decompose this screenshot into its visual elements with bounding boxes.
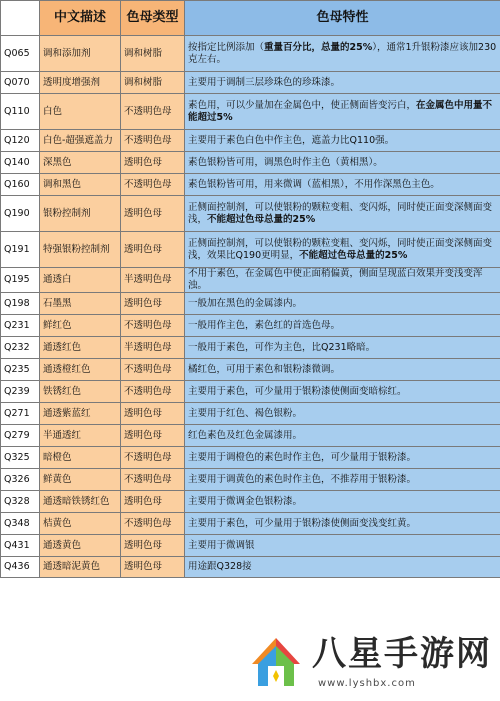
table-row <box>1 72 500 94</box>
cell-toner-properties <box>185 447 500 469</box>
table-row <box>1 196 500 232</box>
cell-chinese-name: 通透暗铁锈红色 <box>40 491 121 513</box>
cell-chinese-name: 桔黄色 <box>40 513 121 535</box>
cell-chinese-name: 半通透红 <box>40 425 121 447</box>
table-row <box>1 403 500 425</box>
property-text: 素色银粉皆可用，用来微调（蓝相黑），不用作深黑色主色。 <box>188 178 440 190</box>
cell-toner-properties <box>185 425 500 447</box>
cell-code: Q235 <box>1 359 40 381</box>
cell-chinese-name: 铁锈红色 <box>40 381 121 403</box>
cell-code: Q198 <box>1 293 40 315</box>
cell-toner-properties <box>185 94 500 130</box>
cell-toner-properties <box>185 130 500 152</box>
watermark-house-logo-icon <box>248 634 304 690</box>
cell-code: Q436 <box>1 557 40 578</box>
table-row <box>1 425 500 447</box>
property-text: 正侧面控制剂，可以使银粉的颗粒变粗、变闪烁，同时使正面变深侧面变浅，效果比Q190更明显， <box>188 237 493 261</box>
property-text: 不用于素色，在金属色中使正面稍偏黄，侧面呈现蓝白效果并变浅变浑浊。 <box>188 268 483 291</box>
cell-toner-type: 调和树脂 <box>121 36 185 72</box>
cell-chinese-name: 深黑色 <box>40 152 121 174</box>
property-text: 主要用于微调银 <box>188 539 255 551</box>
property-text: 主要用于调制三层珍珠色的珍珠漆。 <box>188 76 341 88</box>
cell-chinese-name: 暗橙色 <box>40 447 121 469</box>
cell-toner-properties <box>185 337 500 359</box>
cell-code: Q065 <box>1 36 40 72</box>
table-row <box>1 232 500 268</box>
cell-chinese-name: 通透黄色 <box>40 535 121 557</box>
table-row <box>1 557 500 578</box>
cell-toner-properties <box>185 513 500 535</box>
table-row <box>1 513 500 535</box>
table-row <box>1 152 500 174</box>
cell-toner-type: 透明色母 <box>121 232 185 268</box>
cell-chinese-name: 鲜黄色 <box>40 469 121 491</box>
cell-toner-properties <box>185 268 500 293</box>
table-row <box>1 130 500 152</box>
cell-chinese-name: 鲜红色 <box>40 315 121 337</box>
table-row <box>1 469 500 491</box>
cell-toner-type: 不透明色母 <box>121 469 185 491</box>
cell-toner-type: 透明色母 <box>121 557 185 578</box>
property-text: 一般加在黑色的金属漆内。 <box>188 297 303 309</box>
cell-toner-type: 不透明色母 <box>121 513 185 535</box>
cell-chinese-name: 透明度增强剂 <box>40 72 121 94</box>
cell-toner-type: 不透明色母 <box>121 381 185 403</box>
site-watermark <box>238 626 500 701</box>
cell-toner-properties <box>185 535 500 557</box>
cell-toner-type: 不透明色母 <box>121 130 185 152</box>
watermark-title: 八星手游网 <box>312 634 492 674</box>
cell-toner-type: 透明色母 <box>121 293 185 315</box>
cell-chinese-name: 调和添加剂 <box>40 36 121 72</box>
cell-toner-type: 透明色母 <box>121 535 185 557</box>
cell-toner-type: 透明色母 <box>121 403 185 425</box>
cell-code: Q191 <box>1 232 40 268</box>
property-text-bold: 在金属色中用量不能超过5% <box>188 99 493 123</box>
table-row <box>1 293 500 315</box>
cell-chinese-name: 通透橙红色 <box>40 359 121 381</box>
property-text: 按指定比例添加（ <box>188 41 265 53</box>
cell-toner-type: 不透明色母 <box>121 359 185 381</box>
table-row <box>1 447 500 469</box>
header-code <box>1 1 40 36</box>
property-text: 主要用于素色，可少量用于银粉漆使侧面变浅变红黄。 <box>188 517 417 529</box>
cell-toner-type: 不透明色母 <box>121 315 185 337</box>
cell-toner-type: 透明色母 <box>121 425 185 447</box>
property-text: 一般用于素色，可作为主色，比Q231略暗。 <box>188 341 376 353</box>
cell-chinese-name: 银粉控制剂 <box>40 196 121 232</box>
cell-chinese-name: 通透暗泥黄色 <box>40 557 121 578</box>
cell-toner-type: 不透明色母 <box>121 94 185 130</box>
cell-chinese-name: 石墨黑 <box>40 293 121 315</box>
property-text: 正侧面控制剂，可以使银粉的颗粒变粗、变闪烁，同时使正面变深侧面变浅， <box>188 201 493 225</box>
cell-code: Q195 <box>1 268 40 293</box>
cell-code: Q120 <box>1 130 40 152</box>
cell-toner-properties <box>185 36 500 72</box>
cell-toner-properties <box>185 232 500 268</box>
property-text: 素色银粉皆可用，调黑色时作主色（黄相黑）。 <box>188 156 383 168</box>
cell-toner-properties <box>185 72 500 94</box>
cell-chinese-name: 调和黑色 <box>40 174 121 196</box>
property-text: 一般用作主色，素色红的首选色母。 <box>188 319 341 331</box>
cell-toner-properties <box>185 359 500 381</box>
cell-toner-properties <box>185 403 500 425</box>
table-row <box>1 36 500 72</box>
cell-code: Q328 <box>1 491 40 513</box>
property-text: 主要用于调橙色的素色时作主色，可少量用于银粉漆。 <box>188 451 417 463</box>
cell-toner-properties <box>185 196 500 232</box>
cell-chinese-name: 白色-超强遮盖力 <box>40 130 121 152</box>
cell-code: Q110 <box>1 94 40 130</box>
cell-toner-type: 透明色母 <box>121 196 185 232</box>
cell-toner-properties <box>185 381 500 403</box>
cell-toner-type: 调和树脂 <box>121 72 185 94</box>
cell-toner-properties <box>185 174 500 196</box>
property-text: 橘红色，可用于素色和银粉漆微调。 <box>188 363 341 375</box>
cell-toner-type: 不透明色母 <box>121 174 185 196</box>
cell-chinese-name: 特强银粉控制剂 <box>40 232 121 268</box>
property-text: 用途跟Q328接 <box>188 561 252 572</box>
cell-toner-properties <box>185 557 500 578</box>
table-row <box>1 535 500 557</box>
cell-code: Q231 <box>1 315 40 337</box>
cell-code: Q431 <box>1 535 40 557</box>
cell-code: Q232 <box>1 337 40 359</box>
watermark-url: www.lyshbx.com <box>318 678 416 689</box>
cell-toner-type: 半透明色母 <box>121 268 185 293</box>
property-text: 主要用于红色、褐色银粉。 <box>188 407 303 419</box>
cell-toner-type: 透明色母 <box>121 491 185 513</box>
property-text: 主要用于微调金色银粉漆。 <box>188 495 303 507</box>
cell-code: Q070 <box>1 72 40 94</box>
property-text: 素色用，可以少量加在金属色中，使正侧面皆变污白， <box>188 99 417 111</box>
cell-chinese-name: 通透白 <box>40 268 121 293</box>
table-row <box>1 491 500 513</box>
table-row <box>1 337 500 359</box>
cell-toner-properties <box>185 469 500 491</box>
property-text: 主要用于调黄色的素色时作主色，不推荐用于银粉漆。 <box>188 473 417 485</box>
header-chinese-description: 中文描述 <box>40 1 121 36</box>
table-row <box>1 381 500 403</box>
cell-code: Q239 <box>1 381 40 403</box>
cell-code: Q326 <box>1 469 40 491</box>
table-row <box>1 174 500 196</box>
property-text: 红色素色及红色金属漆用。 <box>188 429 303 441</box>
property-text-bold: 不能超过色母总量的25% <box>207 213 316 225</box>
cell-code: Q325 <box>1 447 40 469</box>
cell-chinese-name: 白色 <box>40 94 121 130</box>
property-text: 主要用于素色，可少量用于银粉漆使侧面变暗棕红。 <box>188 385 407 397</box>
table-row <box>1 359 500 381</box>
table-row <box>1 315 500 337</box>
cell-toner-properties <box>185 152 500 174</box>
cell-code: Q160 <box>1 174 40 196</box>
cell-toner-properties <box>185 315 500 337</box>
table-row <box>1 268 500 293</box>
cell-code: Q348 <box>1 513 40 535</box>
property-text: ），通常1升银粉漆应该加230克左右。 <box>188 41 497 65</box>
cell-toner-properties <box>185 491 500 513</box>
cell-code: Q271 <box>1 403 40 425</box>
cell-toner-type: 不透明色母 <box>121 447 185 469</box>
header-toner-properties: 色母特性 <box>185 1 500 36</box>
table-header-row <box>1 1 500 36</box>
cell-code: Q140 <box>1 152 40 174</box>
cell-chinese-name: 通透红色 <box>40 337 121 359</box>
property-text-bold: 不能超过色母总量的25% <box>299 249 408 261</box>
cell-toner-type: 半透明色母 <box>121 337 185 359</box>
cell-toner-type: 透明色母 <box>121 152 185 174</box>
property-text-bold: 重量百分比，总量的25% <box>264 41 373 53</box>
table-row <box>1 94 500 130</box>
cell-toner-properties <box>185 293 500 315</box>
cell-code: Q279 <box>1 425 40 447</box>
property-text: 主要用于素色白色中作主色，遮盖力比Q110强。 <box>188 134 395 146</box>
header-toner-type: 色母类型 <box>121 1 185 36</box>
cell-chinese-name: 通透紫蓝红 <box>40 403 121 425</box>
cell-code: Q190 <box>1 196 40 232</box>
